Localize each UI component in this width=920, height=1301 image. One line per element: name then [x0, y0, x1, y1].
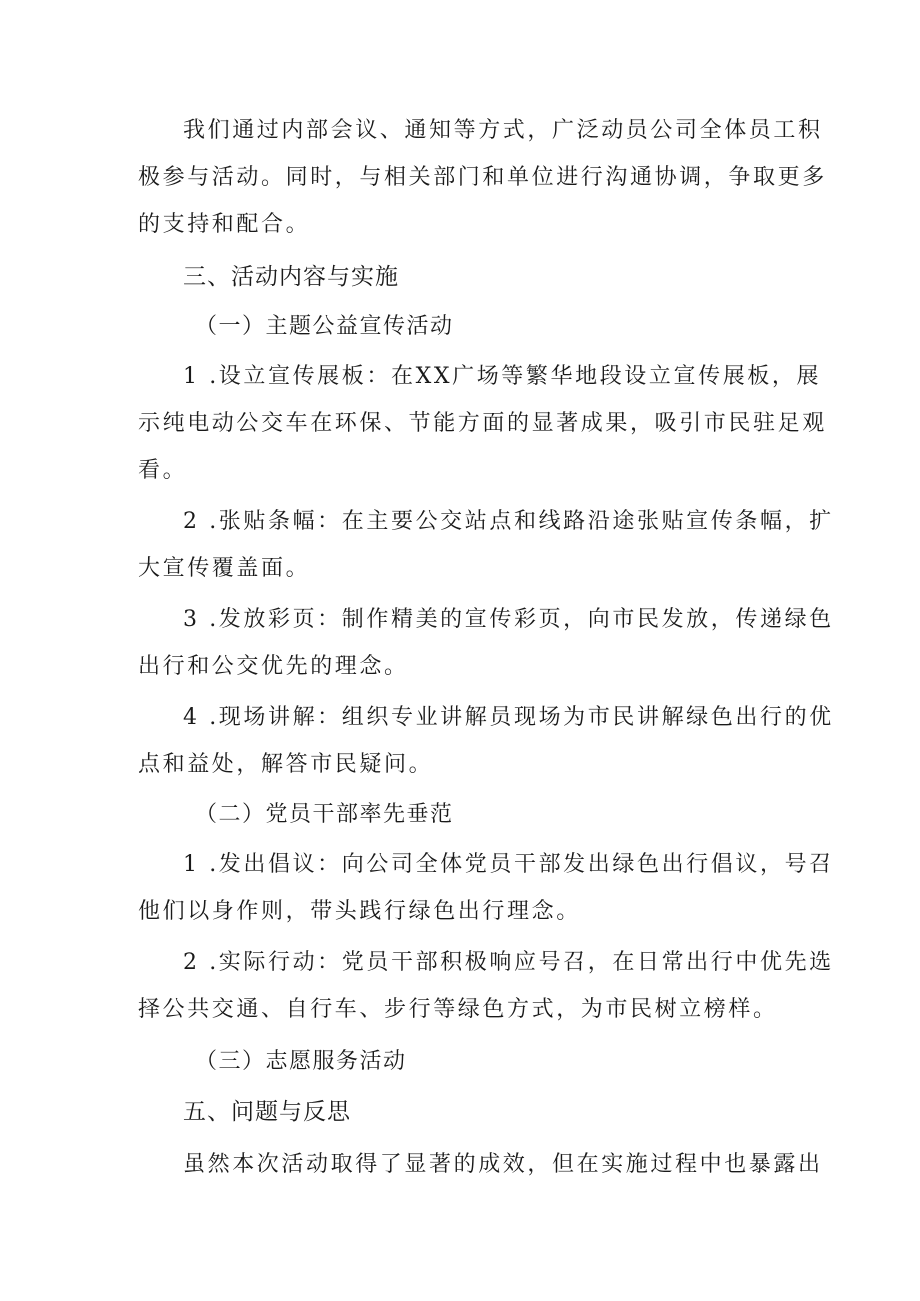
subsection-heading: （二）党员干部率先垂范: [195, 802, 454, 827]
list-item-line: 他们以身作则，带头践行绿色出行理念。: [138, 899, 581, 924]
list-item-line: 1 .发出倡议：向公司全体党员干部发出绿色出行倡议，号召: [183, 852, 834, 877]
list-item-line: 大宣传覆盖面。: [138, 556, 311, 581]
list-item-line: 出行和公交优先的理念。: [138, 654, 409, 679]
list-item-line: 2 .实际行动：党员干部积极响应号召，在日常出行中优先选: [183, 950, 834, 975]
paragraph-line: 极参与活动。同时，与相关部门和单位进行沟通协调，争取更多: [138, 165, 827, 190]
paragraph-line: 我们通过内部会议、通知等方式，广泛动员公司全体员工积: [183, 118, 823, 143]
list-item-line: 1 .设立宣传展板：在XX广场等繁华地段设立宣传展板，展: [183, 364, 822, 389]
subsection-heading: （一）主题公益宣传活动: [195, 314, 454, 339]
list-item-line: 择公共交通、自行车、步行等绿色方式，为市民树立榜样。: [138, 997, 778, 1022]
paragraph-line: 虽然本次活动取得了显著的成效，但在实施过程中也暴露出: [183, 1152, 823, 1177]
list-item-line: 4 .现场讲解：组织专业讲解员现场为市民讲解绿色出行的优: [183, 705, 834, 730]
section-heading: 五、问题与反思: [183, 1099, 351, 1125]
list-item-line: 2 .张贴条幅：在主要公交站点和线路沿途张贴宣传条幅，扩: [183, 509, 834, 534]
section-heading: 三、活动内容与实施: [183, 264, 399, 290]
subsection-heading: （三）志愿服务活动: [195, 1049, 407, 1074]
list-item-line: 点和益处，解答市民疑问。: [138, 752, 434, 777]
list-item-line: 3 .发放彩页：制作精美的宣传彩页，向市民发放，传递绿色: [183, 607, 834, 632]
list-item-line: 看。: [138, 458, 188, 483]
paragraph-line: 的支持和配合。: [138, 212, 311, 237]
list-item-line: 示纯电动公交车在环保、节能方面的显著成果，吸引市民驻足观: [138, 411, 827, 436]
